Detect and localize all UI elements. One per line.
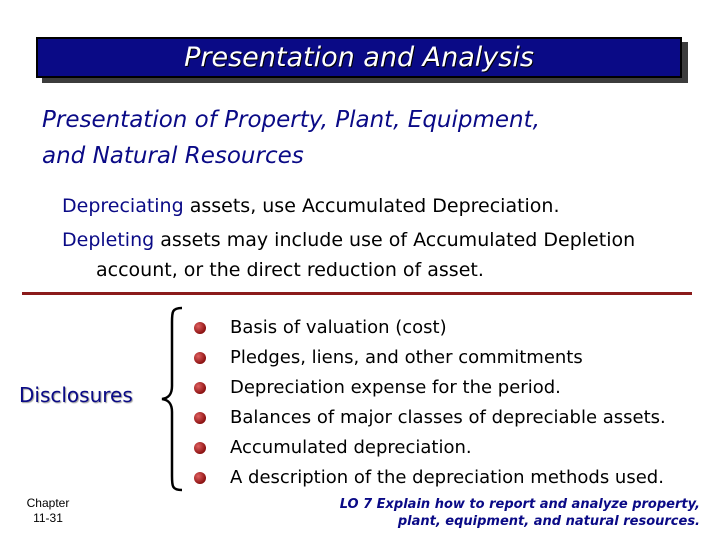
disclosures-label: Disclosures [19, 383, 133, 407]
title-bar [36, 37, 682, 78]
bullet-icon [194, 352, 206, 364]
list-item [190, 312, 710, 342]
bullet-icon [194, 382, 206, 394]
depleting-paragraph [62, 225, 702, 285]
depleting-text: assets may include use of Accumulated Depletion [154, 229, 636, 251]
heading-line-2: and Natural Resources [42, 143, 304, 169]
disclosure-list [190, 312, 710, 492]
left-brace-icon [160, 306, 184, 492]
list-item-text: Balances of major classes of depreciable assets. [230, 406, 666, 428]
chapter-label [18, 496, 78, 526]
list-item [190, 372, 710, 402]
list-item-text: Pledges, liens, and other commitments [230, 346, 583, 368]
learning-objective-line-2: plant, equipment, and natural resources. [397, 514, 700, 529]
list-item [190, 462, 710, 492]
bullet-icon [194, 472, 206, 484]
depleting-term: Depleting [62, 229, 155, 251]
depreciating-text: assets, use Accumulated Depreciation. [183, 195, 560, 217]
bullet-icon [194, 322, 206, 334]
list-item-text: Depreciation expense for the period. [230, 376, 561, 398]
list-item [190, 402, 710, 432]
chapter-line-2: 11-31 [33, 511, 63, 525]
list-item-text: Accumulated depreciation. [230, 436, 472, 458]
list-item [190, 432, 710, 462]
chapter-line-1: Chapter [26, 496, 70, 510]
list-item [190, 342, 710, 372]
list-item-text: Basis of valuation (cost) [230, 316, 447, 338]
bullet-icon [194, 412, 206, 424]
bullet-icon [194, 442, 206, 454]
depreciating-paragraph [62, 193, 702, 219]
list-item-text: A description of the depreciation methods used. [230, 466, 664, 488]
slide-title: Presentation and Analysis [184, 42, 534, 73]
heading-line-1: Presentation of Property, Plant, Equipment, [42, 107, 540, 133]
divider-rule [22, 292, 692, 295]
slide-heading [42, 102, 692, 174]
learning-objective [290, 496, 700, 530]
learning-objective-line-1: LO 7 Explain how to report and analyze property, [339, 497, 700, 512]
depreciating-term: Depreciating [62, 195, 184, 217]
depleting-text-continued: account, or the direct reduction of asset. [96, 259, 484, 281]
